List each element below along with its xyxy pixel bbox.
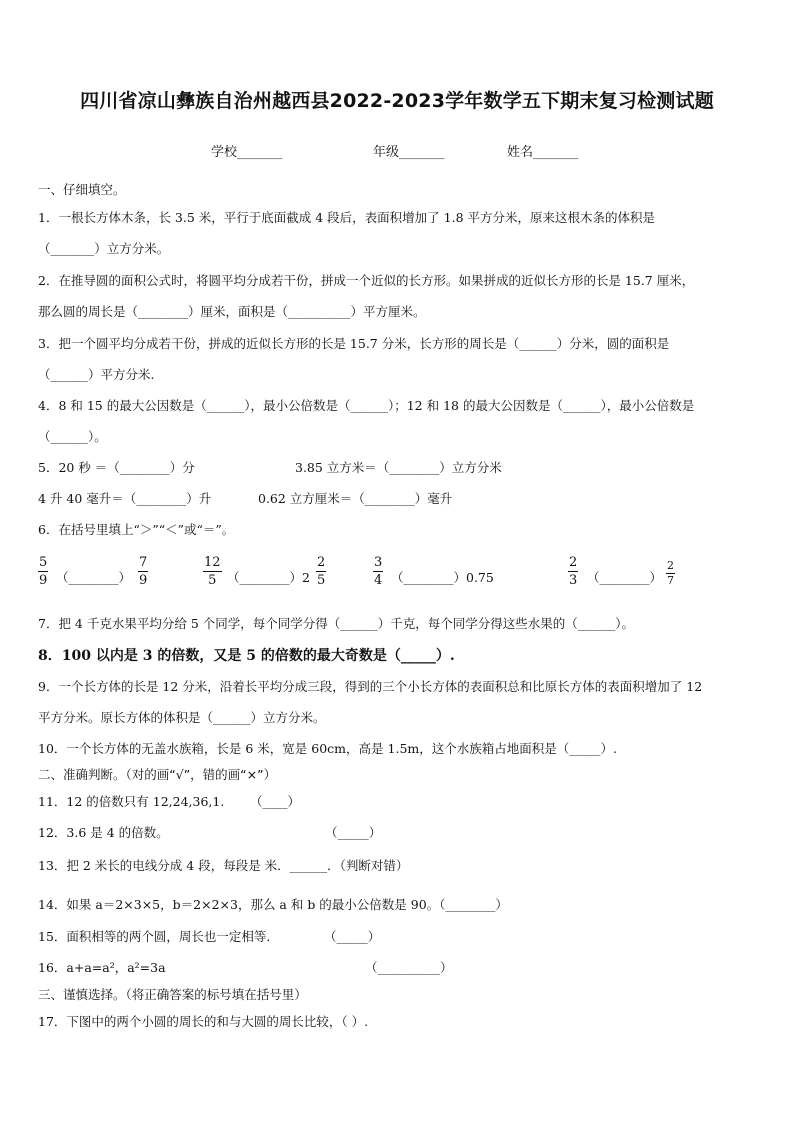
judge-blank: （__________） [365, 960, 453, 975]
numerator: 2 [317, 555, 326, 570]
grade-field: 年级_______ [373, 145, 445, 160]
question-3-line-1: 3．把一个圆平均分成若干份，拼成的近似长方形的长是 15.7 分米，长方形的周长是（______）分米，圆的面积是 [38, 336, 670, 351]
question-17: 17．下图中的两个小圆的周长的和与大圆的周长比较，（ ）. [38, 1014, 369, 1029]
question-8: 8．100 以内是 3 的倍数，又是 5 的倍数的最大奇数是（_____）. [38, 648, 455, 664]
question-10: 10．一个长方体的无盖水族箱，长是 6 米，宽是 60cm，高是 1.5m，这个水族箱占地面积是（_____）. [38, 741, 617, 756]
page-title: 四川省凉山彝族自治州越西县2022-2023学年数学五下期末复习检测试题 [80, 90, 714, 112]
question-11: 11．12 的倍数只有 12,24,36,1. [38, 794, 225, 809]
denominator: 4 [374, 573, 383, 588]
question-1-line-1: 1．一根长方体木条，长 3.5 米，平行于底面截成 4 段后，表面积增加了 1.8 平方分米，原来这根木条的体积是 [38, 210, 656, 225]
name-field: 姓名_______ [507, 145, 579, 160]
question-4-line-1: 4．8 和 15 的最大公因数是（______），最小公倍数是（______）；12 和 18 的最大公因数是（______），最小公倍数是 [38, 398, 695, 413]
question-2-line-2: 那么圆的周长是（________）厘米，面积是（__________）平方厘米。 [38, 304, 426, 319]
numerator: 7 [139, 555, 148, 570]
question-5-item-2: 3.85 立方米＝（________）立方分米 [295, 460, 502, 475]
fraction-12-5 [203, 555, 222, 588]
question-3-line-2: （______）平方分米. [38, 367, 155, 382]
question-15: 15．面积相等的两个圆，周长也一定相等． [38, 929, 279, 944]
judge-blank: （____） [250, 794, 301, 809]
section-2-heading: 二、准确判断。（对的画“√”，错的画“×”） [38, 767, 277, 782]
judge-blank: （_____） [325, 825, 382, 840]
question-5-item-4: 0.62 立方厘米＝（________）毫升 [258, 491, 453, 506]
fraction-2-7 [666, 560, 675, 587]
compare-blank: （________）2 [227, 570, 310, 585]
question-5-item-3: 4 升 40 毫升＝（________）升 [38, 491, 212, 506]
numerator: 2 [569, 555, 578, 570]
school-field: 学校_______ [211, 145, 283, 160]
fraction-2-5 [316, 555, 326, 588]
question-6-text: 6．在括号里填上“＞”“＜”或“＝”。 [38, 522, 235, 537]
denominator: 9 [39, 573, 48, 588]
compare-blank: （________） [56, 570, 132, 585]
numerator: 5 [39, 555, 48, 570]
denominator: 5 [317, 573, 326, 588]
fraction-5-9 [38, 555, 48, 588]
compare-blank: （________）0.75 [391, 570, 494, 585]
section-1-heading: 一、仔细填空。 [38, 182, 126, 197]
fraction-2-3 [568, 555, 578, 588]
question-2-line-1: 2．在推导圆的面积公式时，将圆平均分成若干份，拼成一个近似的长方形。如果拼成的近似长方形的长是 15.7 厘米， [38, 273, 695, 288]
question-4-line-2: （______）。 [38, 429, 107, 444]
question-16: 16．a+a=a²，a²=3a [38, 960, 166, 975]
denominator: 9 [139, 573, 148, 588]
question-9-line-1: 9．一个长方体的长是 12 分米，沿着长平均分成三段，得到的三个小长方体的表面积总和比原长方体的表面积增加了 12 [38, 679, 703, 694]
question-13: 13．把 2 米长的电线分成 4 段，每段是 米．______．（判断对错） [38, 858, 409, 873]
question-9-line-2: 平方分米。原长方体的体积是（______）立方分米。 [38, 710, 326, 725]
judge-blank: （_____） [324, 929, 381, 944]
question-7: 7．把 4 千克水果平均分给 5 个同学，每个同学分得（______）千克，每个同学分得这些水果的（______）。 [38, 616, 635, 631]
question-1-line-2: （_______）立方分米。 [38, 241, 170, 256]
denominator: 3 [569, 573, 578, 588]
numerator: 12 [204, 555, 221, 570]
compare-blank: （________） [587, 570, 663, 585]
denominator: 5 [208, 573, 217, 588]
question-14: 14．如果 a＝2×3×5，b＝2×2×3，那么 a 和 b 的最小公倍数是 90。（________） [38, 897, 508, 912]
denominator: 7 [667, 574, 674, 587]
numerator: 3 [374, 555, 383, 570]
section-3-heading: 三、谨慎选择。（将正确答案的标号填在括号里） [38, 987, 307, 1002]
numerator: 2 [667, 559, 674, 572]
fraction-3-4 [373, 555, 383, 588]
question-5-item-1: 5．20 秒 ＝（________）分 [38, 460, 195, 475]
question-12: 12．3.6 是 4 的倍数。 [38, 825, 169, 840]
fraction-7-9 [138, 555, 148, 588]
